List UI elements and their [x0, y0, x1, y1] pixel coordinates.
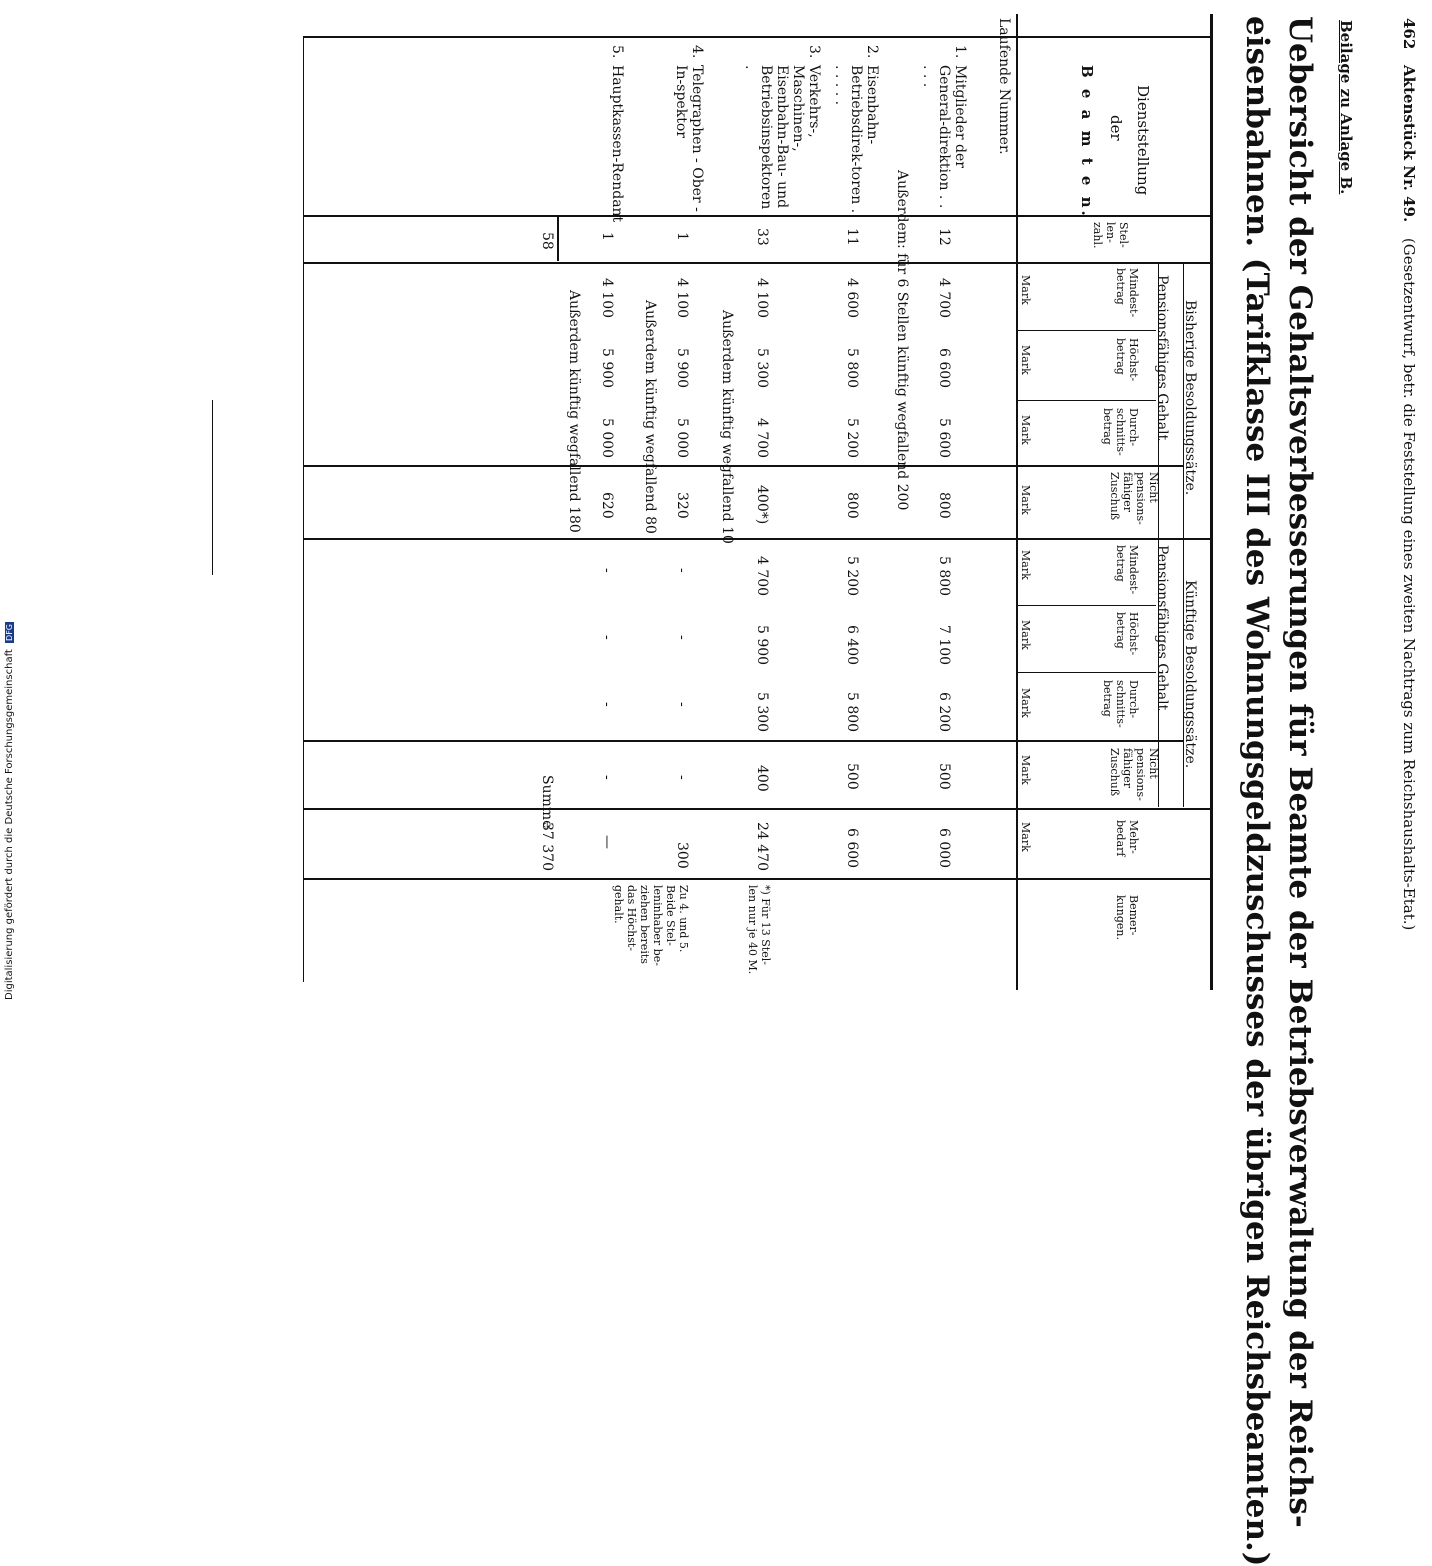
header-pens-kuenftig: Pensionsfähiges Gehalt: [1154, 545, 1170, 711]
title-line-1: Uebersicht der Gehaltsverbesserungen für Beamte der Betriebsverwaltung der Reichs-: [1282, 16, 1318, 1528]
header-mind-2: Mindest-betrag: [1114, 545, 1140, 595]
row-k-avg: -: [674, 702, 690, 707]
row-b-avg: 5 600: [936, 418, 952, 459]
row-bemerkung: *) Für 13 Stel-len nur je 40 M.: [746, 885, 772, 975]
summe-label: Summe: [539, 775, 555, 829]
beilage-label: Beilage zu Anlage B.: [1337, 20, 1355, 195]
header-dienst: Dienststellung: [1134, 85, 1152, 196]
rule: [303, 878, 1213, 880]
row-k-min: 5 200: [844, 556, 860, 597]
rule: [1016, 672, 1156, 673]
header-nicht-2: Nicht pensions-fähiger Zuschuß: [1108, 748, 1160, 801]
row-b-max: 6 600: [936, 348, 952, 389]
rule: [1016, 400, 1156, 401]
row-k-min: 4 700: [754, 556, 770, 597]
rule: [1016, 605, 1156, 606]
header-durch-1: Durch-schnitts-betrag: [1101, 408, 1140, 456]
row-sub: Außerdem künftig wegfallend 80: [642, 300, 658, 534]
row-b-max: 5 900: [674, 348, 690, 389]
unit-label: Mark: [1019, 345, 1032, 375]
row-stellen: 12: [936, 228, 952, 246]
credit-text: Digitalisierung gefördert durch die Deutsche Forschungsgemeinschaft: [4, 649, 15, 1000]
row-mehr: 24 470: [754, 822, 770, 871]
unit-label: Mark: [1019, 822, 1032, 852]
row-number: 5.: [609, 45, 625, 59]
title-line-2: eisenbahnen. (Tarifklasse III des Wohnungsgeldzuschusses der übrigen Reichsbeamten.): [1239, 16, 1275, 1566]
header-description: (Gesetzentwurf, betr. die Feststellung eines zweiten Nachtrags zum Reichshaushalts-Etat.): [1400, 237, 1418, 931]
unit-label: Mark: [1019, 415, 1032, 445]
page-number: 462: [1400, 18, 1418, 50]
row-k-avg: -: [599, 702, 615, 707]
rule: [303, 36, 1213, 38]
row-b-nicht: 800: [844, 492, 860, 519]
row-name: Eisenbahn-Betriebsdirek-toren . . . . . .: [832, 65, 880, 214]
header-pens-bisherig: Pensionsfähiges Gehalt: [1154, 275, 1170, 441]
akten-number: Aktenstück Nr. 49.: [1400, 64, 1418, 223]
summe-value: 37 370: [539, 822, 555, 871]
total-stellen: 58: [539, 232, 555, 250]
row-k-min: -: [674, 568, 690, 573]
row-k-max: -: [599, 635, 615, 640]
unit-label: Mark: [1019, 755, 1032, 785]
row-name: Verkehrs-, Maschinen-, Eisenbahn-Bau- und Betriebsinspektoren .: [742, 65, 822, 210]
rule: [303, 808, 1213, 810]
unit-label: Mark: [1019, 275, 1032, 305]
row-sub: Außerdem künftig wegfallend 180: [566, 290, 582, 533]
rule: [303, 215, 1213, 217]
row-mehr: 6 000: [936, 828, 952, 869]
header-nicht-1: Nicht pensions-fähiger Zuschuß: [1108, 472, 1160, 525]
header-durch-2: Durch-schnitts-betrag: [1101, 680, 1140, 728]
header-beamten: B e a m t e n.: [1078, 65, 1096, 219]
header-kuenftig: Künftige Besoldungssätze.: [1182, 580, 1198, 769]
row-sub: Außerdem künftig wegfallend 10: [719, 310, 735, 544]
header-dienst-der: der: [1107, 115, 1125, 141]
unit-label: Mark: [1019, 620, 1032, 650]
unit-label: Mark: [1019, 550, 1032, 580]
row-number: 1.: [952, 45, 968, 59]
rule: [1016, 330, 1156, 331]
rule: [1210, 14, 1213, 990]
row-k-nicht: -: [674, 775, 690, 780]
header-hoechst-1: Höchst-betrag: [1114, 338, 1140, 382]
row-name: Hauptkassen-Rendant: [609, 65, 625, 223]
row-number: 2.: [864, 45, 880, 59]
unit-label: Mark: [1019, 485, 1032, 515]
row-name: Mitglieder der General-direktion . . . . .: [920, 65, 968, 209]
row-b-avg: 5 200: [844, 418, 860, 459]
row-sub: Außerdem: für 6 Stellen künftig wegfallend 200: [894, 170, 910, 511]
row-b-max: 5 300: [754, 348, 770, 389]
digitization-credit: [4, 622, 15, 1000]
row-b-nicht: 400*): [754, 485, 770, 525]
row-mehr: 300: [674, 842, 690, 869]
dfg-logo: DFG: [5, 624, 14, 641]
header-mehr: Mehr-bedarf: [1114, 820, 1140, 857]
row-b-nicht: 800: [936, 492, 952, 519]
row-k-avg: 5 300: [754, 692, 770, 733]
row-b-max: 5 900: [599, 348, 615, 389]
row-k-max: 7 100: [936, 625, 952, 666]
rule: [303, 36, 304, 982]
row-b-max: 5 800: [844, 348, 860, 389]
page-header: [1400, 18, 1418, 930]
unit-label: Mark: [1019, 688, 1032, 718]
row-b-min: 4 100: [599, 278, 615, 319]
header-bem: Bemer-kungen.: [1114, 895, 1140, 940]
row-stellen: 1: [674, 232, 690, 241]
rule: [303, 538, 1213, 540]
row-b-nicht: 620: [599, 492, 615, 519]
row-k-nicht: -: [599, 775, 615, 780]
rule: [1016, 14, 1018, 990]
row-mehr: 6 600: [844, 828, 860, 869]
row-number: 4.: [689, 45, 705, 59]
rule: [303, 465, 1183, 467]
row-k-max: 6 400: [844, 625, 860, 666]
rule: [303, 262, 1213, 264]
row-bemerkung: Zu 4. und 5. Beide Stel-leninhaber be-ziehen bereits das Höchst-gehalt.: [612, 885, 690, 966]
row-k-max: -: [674, 635, 690, 640]
scan-mark: [212, 400, 213, 575]
header-mind-1: Mindest-betrag: [1114, 268, 1140, 318]
rule: [303, 740, 1183, 742]
header-lfd: Laufende Nummer.: [996, 18, 1012, 155]
row-k-nicht: 500: [936, 763, 952, 790]
row-k-min: -: [599, 568, 615, 573]
header-bisherig: Bisherige Besoldungssätze.: [1182, 300, 1198, 496]
row-stellen: 1: [599, 232, 615, 241]
row-stellen: 11: [844, 228, 860, 246]
row-k-nicht: 500: [844, 763, 860, 790]
header-hoechst-2: Höchst-betrag: [1114, 612, 1140, 656]
row-k-avg: 5 800: [844, 692, 860, 733]
row-k-nicht: 400: [754, 765, 770, 792]
row-b-nicht: 320: [674, 492, 690, 519]
row-b-avg: 5 000: [674, 418, 690, 459]
row-k-max: 5 900: [754, 625, 770, 666]
header-stellen: Stel-len-zahl.: [1091, 222, 1130, 249]
row-number: 3.: [806, 45, 822, 59]
row-b-min: 4 600: [844, 278, 860, 319]
rule: [557, 215, 559, 261]
row-b-avg: 5 000: [599, 418, 615, 459]
row-b-min: 4 700: [936, 278, 952, 319]
row-mehr: —: [599, 835, 615, 849]
row-k-min: 5 800: [936, 556, 952, 597]
row-k-avg: 6 200: [936, 692, 952, 733]
row-b-avg: 4 700: [754, 418, 770, 459]
row-b-min: 4 100: [754, 278, 770, 319]
row-b-min: 4 100: [674, 278, 690, 319]
row-stellen: 33: [754, 228, 770, 246]
row-name: Telegraphen - Ober - In-spektor: [673, 65, 705, 212]
